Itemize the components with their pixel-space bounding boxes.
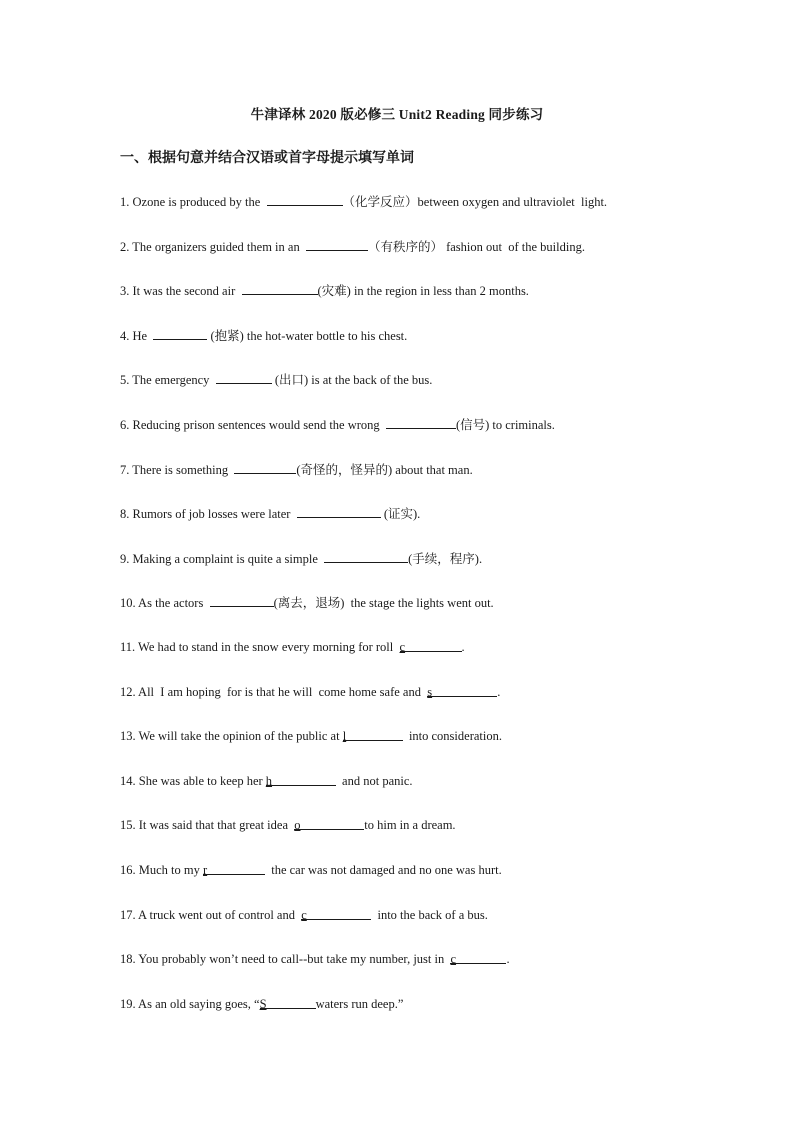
- item-text-before: 1. Ozone is produced by the: [120, 195, 267, 209]
- exercise-item: [120, 237, 720, 282]
- item-text-before: 14. She was able to keep her: [120, 773, 266, 788]
- first-letter-hint: c: [301, 907, 307, 922]
- item-text-after: to him in a dream.: [364, 818, 456, 833]
- exercise-item: [120, 995, 720, 1040]
- answer-blank[interactable]: [400, 638, 462, 652]
- item-text-after: waters run deep.”: [315, 996, 404, 1011]
- item-text-before: 18. You probably won’t need to call--but take my number, just in: [120, 952, 451, 967]
- exercise-item: [120, 549, 720, 594]
- item-text-after: .: [461, 639, 465, 654]
- item-hint: (奇怪的，怪异的): [296, 462, 393, 477]
- first-letter-hint: l: [342, 729, 347, 744]
- exercise-item: [120, 816, 720, 861]
- answer-blank[interactable]: [210, 593, 274, 607]
- exercise-item: [120, 906, 720, 951]
- item-hint: （化学反应）: [342, 195, 418, 209]
- answer-blank[interactable]: [153, 326, 207, 340]
- item-text-after: in the region in less than 2 months.: [350, 284, 529, 299]
- exercise-item: [120, 281, 720, 326]
- exercise-item: [120, 638, 720, 683]
- first-letter-hint: c: [399, 639, 406, 654]
- item-text-before: 8. Rumors of job losses were later: [120, 507, 297, 522]
- item-hint: (灾难): [317, 284, 351, 299]
- exercise-list: [120, 192, 720, 1039]
- answer-blank[interactable]: [260, 995, 316, 1009]
- answer-blank[interactable]: [294, 816, 364, 833]
- item-text-before: 15. It was said that that great idea: [120, 818, 295, 833]
- section-heading: 一、根据句意并结合汉语或首字母提示填写单词: [120, 150, 414, 166]
- item-text-before: 5. The emergency: [120, 373, 216, 388]
- item-text-before: 13. We will take the opinion of the public at: [120, 729, 343, 744]
- item-text-after: the hot-water bottle to his chest.: [243, 328, 408, 343]
- item-hint: (证实).: [380, 507, 421, 522]
- exercise-item: [120, 370, 720, 415]
- answer-blank[interactable]: [427, 683, 497, 697]
- item-text-after: and not panic.: [335, 773, 413, 788]
- first-letter-hint: r: [202, 862, 208, 877]
- item-text-after: into consideration.: [402, 729, 502, 744]
- exercise-item: [120, 192, 720, 237]
- item-text-after: the stage the lights went out.: [344, 596, 494, 611]
- item-text-before: 11. We had to stand in the snow every morning for roll: [120, 639, 400, 654]
- answer-blank[interactable]: [324, 549, 408, 563]
- item-text-before: 6. Reducing prison sentences would send the wrong: [120, 417, 386, 432]
- exercise-item: [120, 326, 720, 371]
- answer-blank[interactable]: [297, 504, 381, 518]
- item-text-after: between oxygen and ultraviolet light.: [417, 195, 608, 209]
- exercise-item: [120, 593, 720, 638]
- first-letter-hint: s: [427, 684, 433, 699]
- first-letter-hint: c: [450, 952, 457, 967]
- item-text-after: to criminals.: [489, 417, 555, 432]
- item-text-after: .: [506, 952, 510, 967]
- exercise-item: [120, 861, 720, 906]
- exercise-item: [120, 683, 720, 728]
- item-text-before: 3. It was the second air: [120, 284, 242, 299]
- item-text-after: .: [497, 684, 501, 699]
- answer-blank[interactable]: [267, 192, 343, 206]
- answer-blank[interactable]: [450, 950, 506, 967]
- item-hint: （有秩序的）: [367, 239, 443, 254]
- item-text-before: 9. Making a complaint is quite a simple: [120, 551, 325, 566]
- answer-blank[interactable]: [234, 460, 296, 474]
- item-hint: (离去，退场): [273, 596, 345, 611]
- item-text-before: 7. There is something: [120, 462, 235, 477]
- exercise-item: [120, 504, 720, 549]
- item-text-before: 17. A truck went out of control and: [120, 907, 302, 922]
- exercise-item: [120, 727, 720, 772]
- answer-blank[interactable]: [203, 861, 265, 875]
- exercise-item: [120, 772, 720, 817]
- first-letter-hint: S: [259, 996, 267, 1011]
- item-text-before: 16. Much to my: [120, 862, 203, 877]
- exercise-item: [120, 415, 720, 460]
- exercise-item: [120, 460, 720, 505]
- answer-blank[interactable]: [342, 727, 403, 744]
- exercise-item: [120, 950, 720, 995]
- answer-blank[interactable]: [306, 237, 368, 251]
- item-text-after: is at the back of the bus.: [308, 373, 433, 388]
- item-text-before: 10. As the actors: [120, 596, 210, 611]
- answer-blank[interactable]: [216, 370, 272, 384]
- item-text-after: into the back of a bus.: [371, 907, 488, 922]
- item-text-after: about that man.: [392, 462, 473, 477]
- answer-blank[interactable]: [386, 415, 456, 429]
- first-letter-hint: o: [294, 818, 301, 833]
- answer-blank[interactable]: [242, 281, 318, 295]
- item-text-after: the car was not damaged and no one was hurt.: [264, 862, 502, 877]
- first-letter-hint: h: [265, 773, 273, 788]
- item-hint: (出口): [271, 373, 309, 388]
- item-text-before: 2. The organizers guided them in an: [120, 239, 306, 254]
- item-hint: (抱紧): [207, 328, 244, 343]
- document-title: 牛津译林 2020 版必修三 Unit2 Reading 同步练习: [250, 107, 544, 122]
- item-hint: (信号): [455, 417, 490, 432]
- item-text-before: 19. As an old saying goes, “: [120, 996, 260, 1011]
- item-text-before: 12. All I am hoping for is that he will come home safe and: [120, 684, 428, 699]
- item-text-before: 4. He: [120, 328, 154, 343]
- item-text-after: fashion out of the building.: [442, 239, 585, 254]
- item-hint: (手续，程序).: [408, 551, 483, 566]
- answer-blank[interactable]: [301, 906, 371, 920]
- answer-blank[interactable]: [266, 772, 336, 786]
